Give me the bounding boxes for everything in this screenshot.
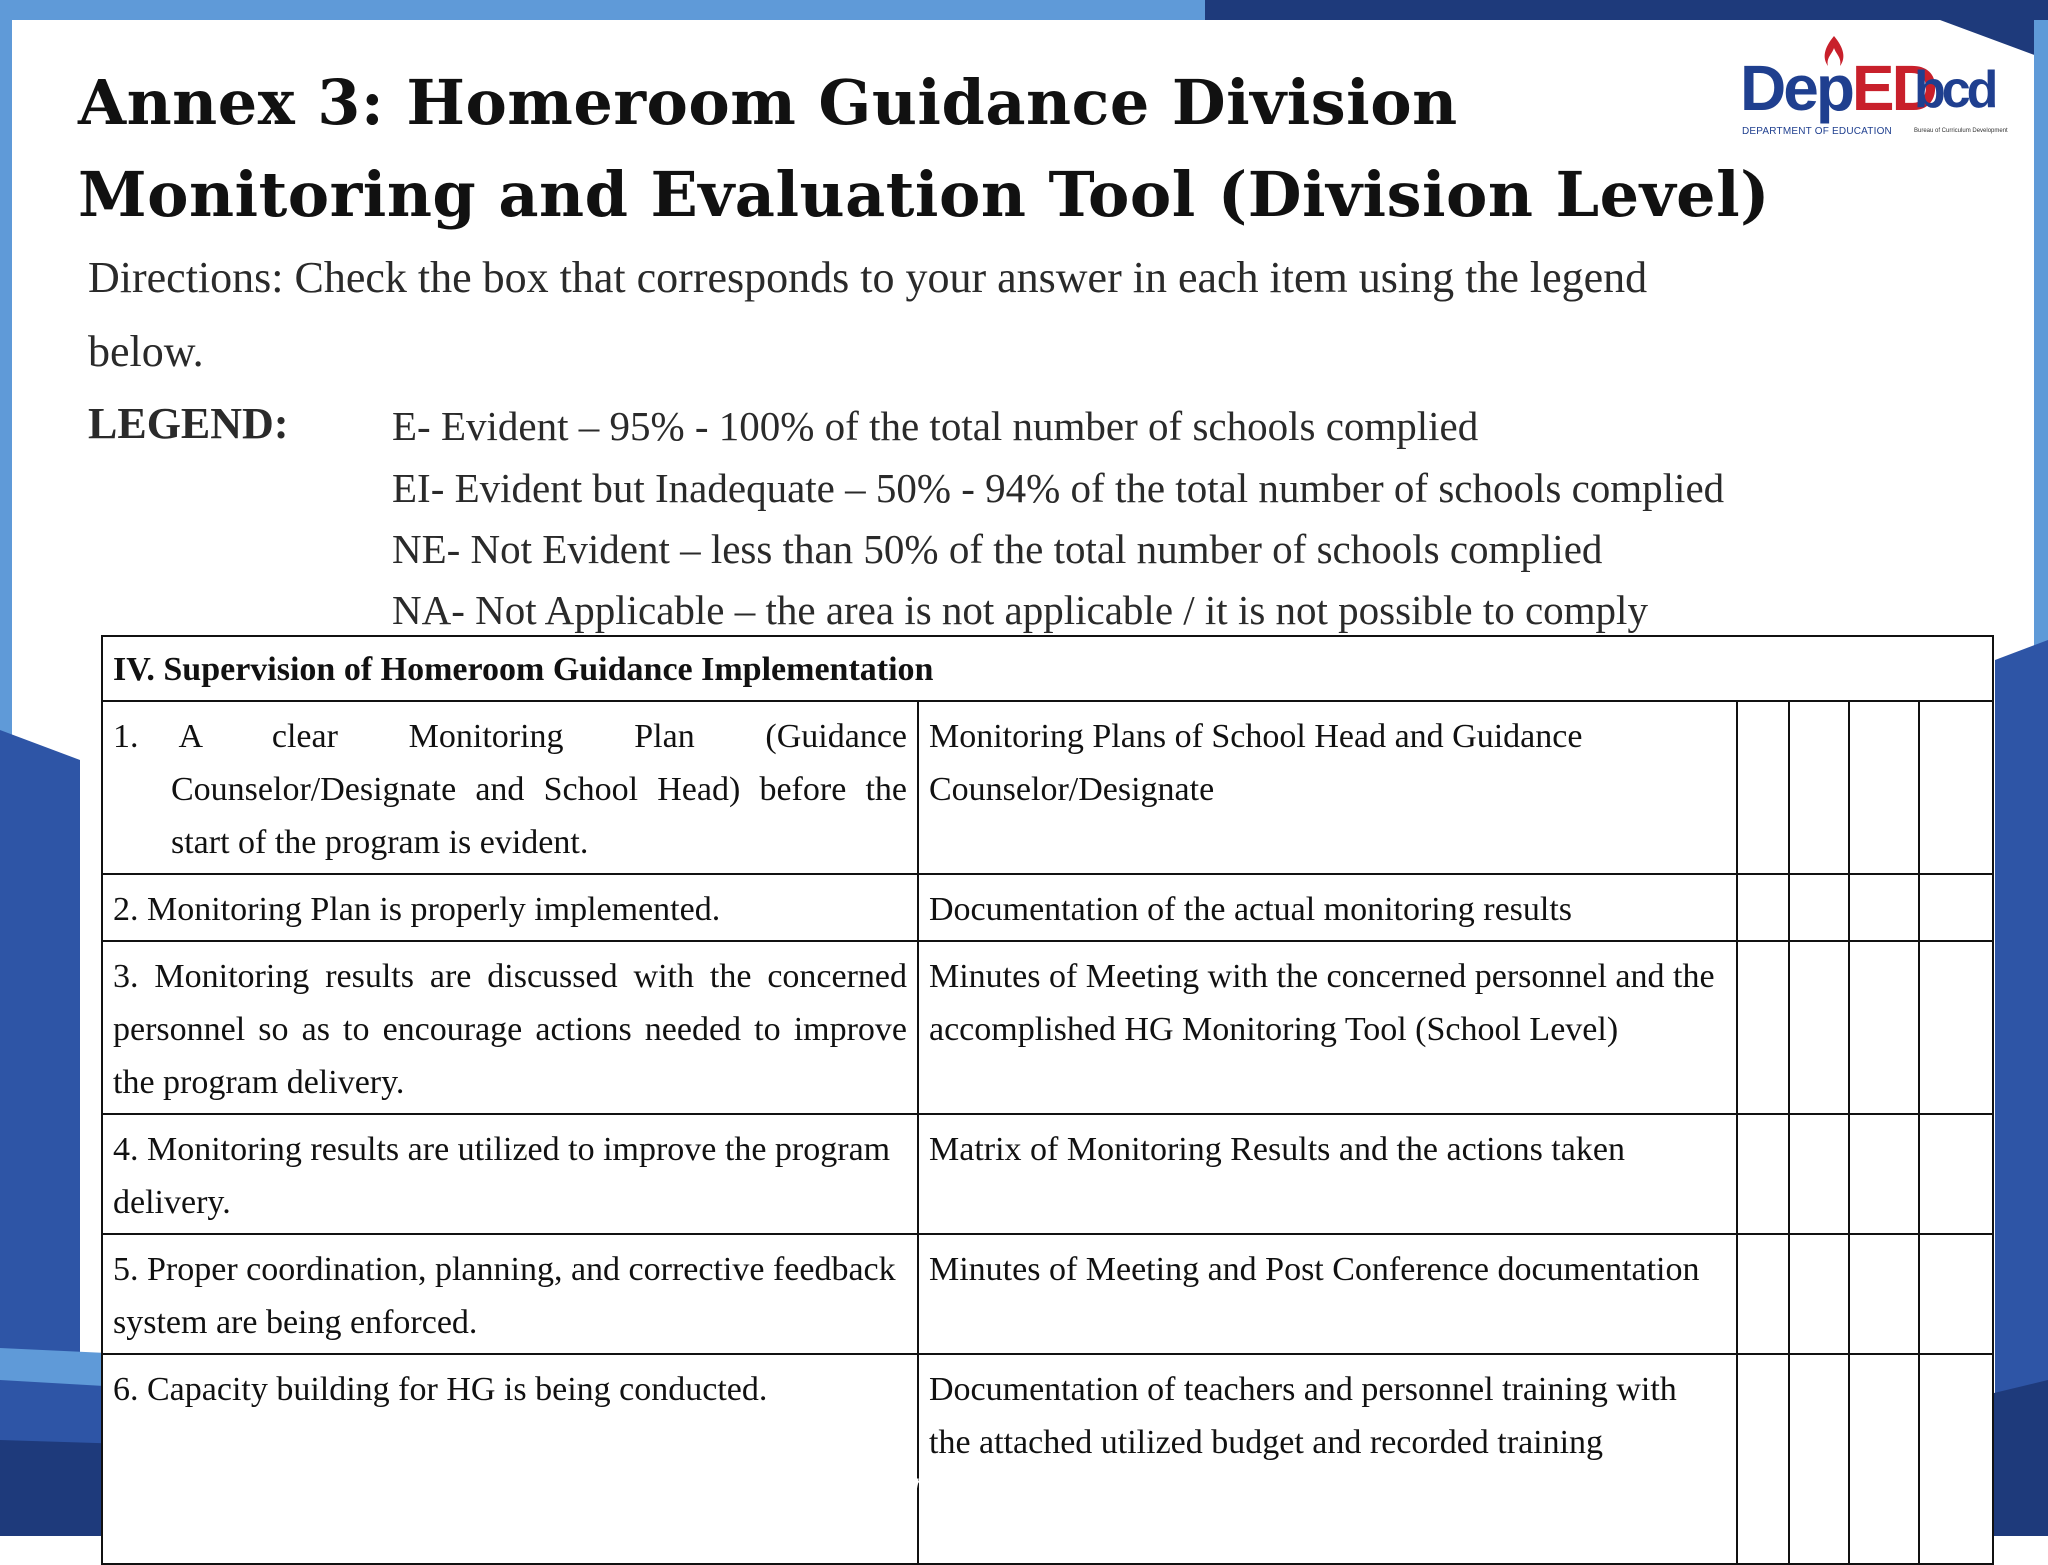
footer-value-service: Service (1372, 1468, 1473, 1501)
checkbox-na[interactable] (1919, 941, 1993, 1114)
checkbox-na[interactable] (1919, 1234, 1993, 1354)
checkbox-ne[interactable] (1849, 1234, 1919, 1354)
checkbox-ei[interactable] (1789, 701, 1849, 874)
footer-core-values (726, 1468, 1526, 1518)
checkbox-e[interactable] (1737, 1354, 1789, 1564)
table-row (102, 874, 1993, 941)
bcd-subtitle: Bureau of Curriculum Development (1914, 128, 2008, 134)
legend-item-not-applicable: NA- Not Applicable – the area is not applicable / it is not possible to comply (392, 587, 1648, 633)
section-header-row (102, 636, 1993, 701)
indicator-body: A clear Monitoring Plan (Guidance Counselor/Designate and School Head) before the start of the program is evident. (171, 718, 907, 861)
section-title: IV. Supervision of Homeroom Guidance Implementation (102, 636, 1993, 701)
checkbox-e[interactable] (1737, 941, 1789, 1114)
checkbox-ei[interactable] (1789, 1114, 1849, 1234)
directions-line-2: below. (88, 327, 204, 376)
bcd-wordmark: bcd (1914, 61, 1995, 119)
indicator-text (113, 710, 907, 869)
checkbox-ei[interactable] (1789, 941, 1849, 1114)
verification-cell: Documentation of the actual monitoring results (918, 874, 1737, 941)
bcd-logo (1914, 58, 2008, 144)
checkbox-ei[interactable] (1789, 1234, 1849, 1354)
deped-logo (1740, 34, 1935, 144)
checkbox-na[interactable] (1919, 874, 1993, 941)
indicator-cell (102, 701, 918, 874)
checkbox-ne[interactable] (1849, 701, 1919, 874)
table-row (102, 1234, 1993, 1354)
footer-value-excellence: Excellence (1172, 1468, 1318, 1501)
legend-item-not-evident: NE- Not Evident – less than 50% of the total number of schools complied (392, 526, 1603, 572)
indicator-number: 1. (113, 718, 139, 755)
indicator-cell: 5. Proper coordination, planning, and corrective feedback system are being enforced. (102, 1234, 918, 1354)
top-band-light (0, 0, 1220, 20)
table-row (102, 1354, 1993, 1564)
checkbox-e[interactable] (1737, 701, 1789, 874)
checkbox-ei[interactable] (1789, 874, 1849, 941)
legend-label: LEGEND: (88, 399, 289, 448)
table-row (102, 1114, 1993, 1234)
checkbox-na[interactable] (1919, 1354, 1993, 1564)
checkbox-ne[interactable] (1849, 1114, 1919, 1234)
verification-cell: Matrix of Monitoring Results and the actions taken (918, 1114, 1737, 1234)
legend-item-evident: E- Evident – 95% - 100% of the total number of schools complied (392, 403, 1479, 449)
checkbox-na[interactable] (1919, 701, 1993, 874)
deped-wordmark: DepED (1740, 52, 1935, 124)
indicator-cell: 4. Monitoring results are utilized to improve the program delivery. (102, 1114, 918, 1234)
checkbox-e[interactable] (1737, 1234, 1789, 1354)
verification-cell: Documentation of teachers and personnel training with the attached utilized budget and recorded training (918, 1354, 1737, 1564)
checkbox-e[interactable] (1737, 874, 1789, 941)
page-title-line-2: Monitoring and Evaluation Tool (Division Level) (78, 158, 1770, 231)
indicator-cell: 6. Capacity building for HG is being conducted. (102, 1354, 918, 1564)
checkbox-na[interactable] (1919, 1114, 1993, 1234)
checkbox-ne[interactable] (1849, 1354, 1919, 1564)
indicator-text: 3. Monitoring results are discussed with the concerned personnel so as to encourage actions needed to improve the program delivery. (113, 958, 907, 1101)
table-row (102, 701, 1993, 874)
top-band-dark (1205, 0, 2048, 60)
indicator-cell (102, 941, 918, 1114)
deped-subtitle: DEPARTMENT OF EDUCATION (1742, 126, 1892, 137)
indicator-cell: 2. Monitoring Plan is properly implemented. (102, 874, 918, 941)
checkbox-ne[interactable] (1849, 874, 1919, 941)
directions-line-1: Directions: Check the box that corresponds to your answer in each item using the legend (88, 253, 1648, 302)
checkbox-ne[interactable] (1849, 941, 1919, 1114)
checkbox-e[interactable] (1737, 1114, 1789, 1234)
table-row (102, 941, 1993, 1114)
page-title-line-1: Annex 3: Homeroom Guidance Division (78, 66, 1458, 139)
evaluation-table (101, 635, 1994, 1565)
footer-value-integrity: Integrity (1002, 1468, 1109, 1501)
checkbox-ei[interactable] (1789, 1354, 1849, 1564)
footer-value-professionalism: Professionalism (726, 1468, 938, 1501)
verification-cell: Monitoring Plans of School Head and Guidance Counselor/Designate (918, 701, 1737, 874)
legend-item-evident-inadequate: EI- Evident but Inadequate – 50% - 94% of the total number of schools complied (392, 465, 1725, 511)
verification-cell: Minutes of Meeting with the concerned personnel and the accomplished HG Monitoring Tool (School Level) (918, 941, 1737, 1114)
verification-cell: Minutes of Meeting and Post Conference documentation (918, 1234, 1737, 1354)
